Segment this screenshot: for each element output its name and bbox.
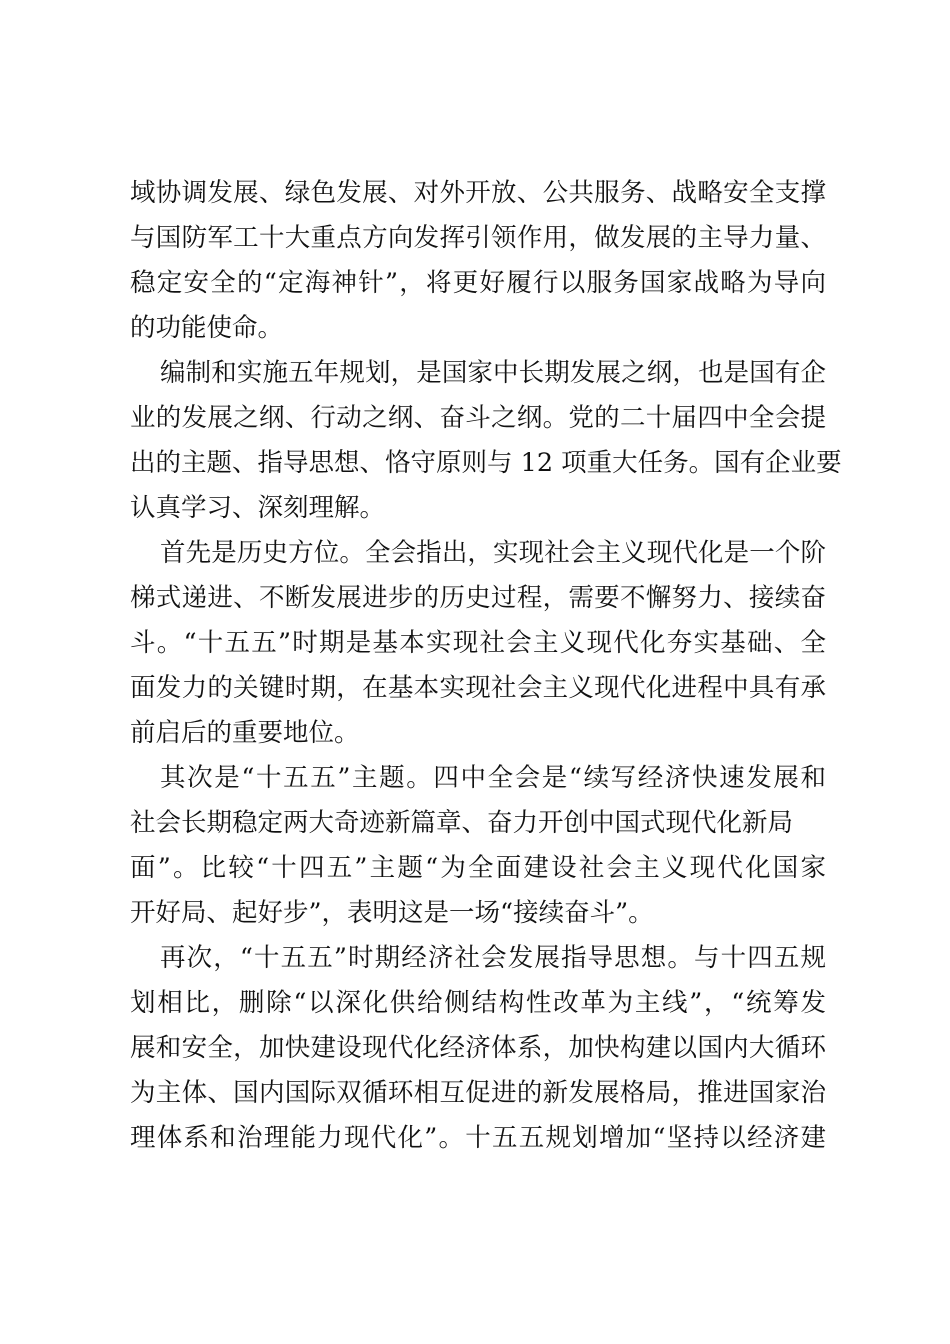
text-line: 出的主题、指导思想、恪守原则与 12 项重大任务。国有企业要 — [130, 448, 842, 478]
text-line: 划相比，删除“以深化供给侧结构性改革为主线”，“统筹发 — [130, 988, 826, 1018]
text-line: 再次，“十五五”时期经济社会发展指导思想。与十四五规 — [160, 943, 826, 973]
text-line: 理体系和治理能力现代化”。十五五规划增加“坚持以经济建 — [130, 1123, 826, 1153]
text-line: 首先是历史方位。全会指出，实现社会主义现代化是一个阶 — [160, 538, 826, 568]
paragraph — [130, 351, 842, 531]
text-line: 面”。比较“十四五”主题“为全面建设社会主义现代化国家 — [130, 853, 826, 883]
paragraph — [130, 531, 826, 756]
paragraph — [130, 936, 826, 1161]
text-line: 的功能使命。 — [130, 313, 284, 343]
text-line: 其次是“十五五”主题。四中全会是“续写经济快速发展和 — [160, 763, 826, 793]
text-line: 业的发展之纲、行动之纲、奋斗之纲。党的二十届四中全会提 — [130, 403, 826, 433]
text-line: 社会长期稳定两大奇迹新篇章、奋力开创中国式现代化新局 — [130, 808, 794, 838]
text-line: 编制和实施五年规划，是国家中长期发展之纲，也是国有企 — [160, 358, 826, 388]
text-line: 域协调发展、绿色发展、对外开放、公共服务、战略安全支撑 — [130, 178, 826, 208]
text-line: 面发力的关键时期，在基本实现社会主义现代化进程中具有承 — [130, 673, 826, 703]
text-line: 认真学习、深刻理解。 — [130, 493, 386, 523]
document-body — [130, 171, 842, 1161]
paragraph — [130, 171, 826, 351]
paragraph — [130, 756, 826, 936]
text-line: 前启后的重要地位。 — [130, 718, 360, 748]
text-line: 与国防军工十大重点方向发挥引领作用，做发展的主导力量、 — [130, 223, 826, 253]
text-line: 梯式递进、不断发展进步的历史过程，需要不懈努力、接续奋 — [130, 583, 826, 613]
text-line: 展和安全，加快建设现代化经济体系，加快构建以国内大循环 — [130, 1033, 826, 1063]
text-line: 为主体、国内国际双循环相互促进的新发展格局，推进国家治 — [130, 1078, 826, 1108]
text-line: 开好局、起好步”，表明这是一场“接续奋斗”。 — [130, 898, 654, 928]
text-line: 斗。“十五五”时期是基本实现社会主义现代化夯实基础、全 — [130, 628, 826, 658]
text-line: 稳定安全的“定海神针”，将更好履行以服务国家战略为导向 — [130, 268, 826, 298]
